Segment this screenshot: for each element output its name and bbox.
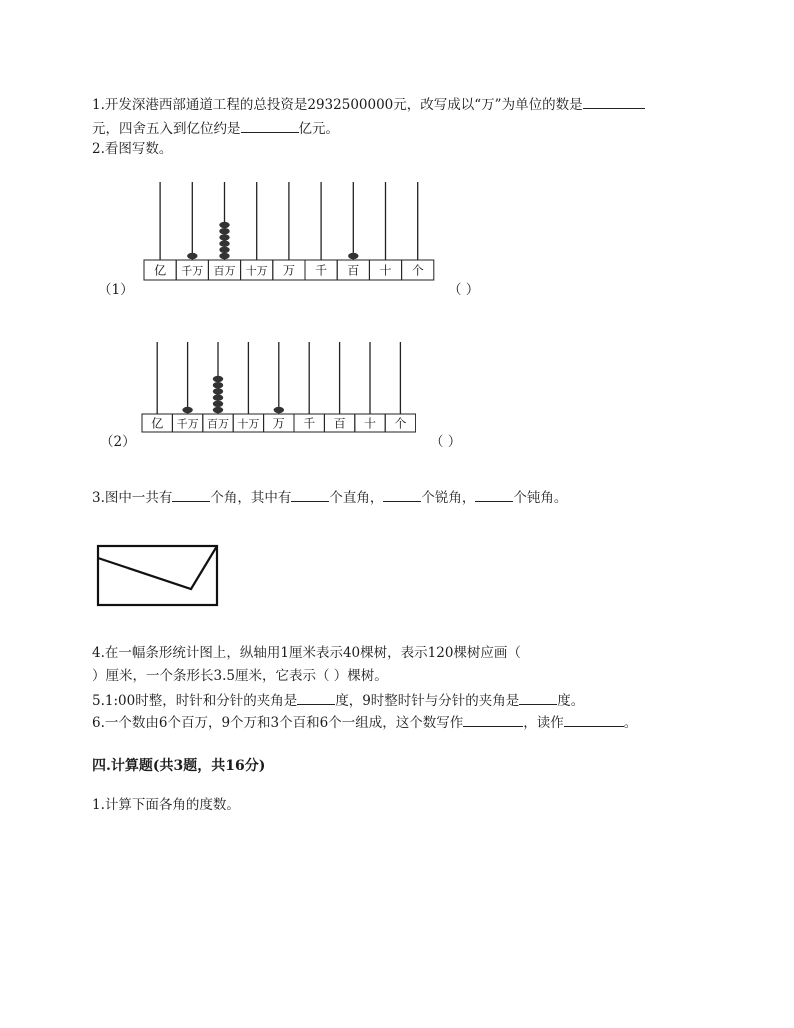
abacus-place-label: 百 [347, 263, 360, 278]
question-1-line-2 [92, 118, 339, 138]
answer-blank-3b[interactable] [291, 487, 329, 502]
abacus-bead [219, 247, 229, 253]
question-6-line [92, 712, 637, 732]
question-3-line [92, 487, 567, 507]
answer-blank-1b[interactable] [241, 118, 299, 133]
question-3-text-e: 个钝角。 [513, 490, 568, 506]
section-4-question-1: 1.计算下面各角的度数。 [92, 797, 240, 813]
abacus-bead [213, 382, 223, 388]
question-1-text-a: 1.开发深港西部通道工程的总投资是2932500000元，改写成以“万”为单位的数是 [92, 97, 583, 113]
question-5-text-a: 5.1:00时整，时针和分针的夹角是 [92, 693, 298, 709]
answer-blank-5b[interactable] [519, 690, 557, 705]
abacus-place-label: 千 [303, 416, 316, 431]
abacus-bead [348, 253, 358, 259]
abacus-place-label: 千万 [176, 417, 199, 431]
abacus-1-answer-blank[interactable]: （ ） [448, 282, 480, 298]
answer-blank-6b[interactable] [564, 712, 624, 727]
abacus-place-label: 万 [282, 263, 295, 278]
abacus-place-label: 十 [379, 263, 392, 278]
abacus-place-label: 十万 [237, 417, 260, 431]
abacus-place-label: 亿 [154, 263, 167, 278]
abacus-1-label: （1） [98, 282, 134, 298]
answer-blank-3c[interactable] [383, 487, 421, 502]
question-5-text-c: 度。 [557, 693, 585, 709]
question-3-text-a: 3.图中一共有 [92, 490, 173, 506]
question-2-title: 2.看图写数。 [92, 141, 173, 157]
question-3-text-b: 个角，其中有 [210, 490, 292, 506]
abacus-bead [213, 407, 223, 413]
abacus-bead [213, 388, 223, 394]
angle-figure [96, 544, 220, 608]
angle-figure-lines [98, 546, 217, 589]
section-4-title: 四.计算题(共3题，共16分) [92, 758, 266, 774]
answer-blank-6a[interactable] [463, 712, 523, 727]
abacus-place-label: 万 [272, 416, 285, 431]
abacus-place-label: 千 [315, 263, 328, 278]
question-1-text-c: 亿元。 [298, 121, 339, 137]
abacus-2-answer-blank[interactable]: （ ） [430, 434, 462, 450]
answer-blank-3a[interactable] [172, 487, 210, 502]
answer-blank-3d[interactable] [475, 487, 513, 502]
question-1-text-b: 元，四舍五入到亿位约是 [92, 121, 241, 137]
abacus-place-label: 十万 [245, 264, 268, 278]
abacus-place-label: 个 [394, 416, 407, 431]
abacus-2-figure [140, 340, 416, 436]
abacus-place-label: 千万 [181, 264, 204, 278]
abacus-place-label: 个 [411, 263, 424, 278]
abacus-bead [213, 394, 223, 400]
abacus-bead [219, 234, 229, 240]
answer-blank-1a[interactable] [583, 94, 645, 109]
question-6-text-c: 。 [623, 715, 638, 731]
question-6-text-b: ，读作 [523, 715, 564, 731]
abacus-place-label: 亿 [151, 416, 164, 431]
question-1-line-1 [92, 94, 645, 114]
abacus-place-label: 百万 [213, 264, 236, 278]
question-3-text-d: 个锐角， [421, 490, 476, 506]
abacus-place-label: 十 [363, 416, 377, 431]
abacus-bead [274, 407, 284, 413]
abacus-bead [213, 376, 223, 382]
abacus-bead [219, 253, 229, 259]
question-5-line [92, 690, 584, 710]
abacus-2-label: （2） [100, 434, 136, 450]
abacus-bead [213, 401, 223, 407]
abacus-1-figure [142, 180, 438, 284]
abacus-bead [182, 407, 192, 413]
question-4-line-1: 4.在一幅条形统计图上，纵轴用1厘米表示40棵树，表示120棵树应画（ [92, 645, 521, 661]
abacus-bead [219, 222, 229, 228]
abacus-bead [219, 240, 229, 246]
question-5-text-b: 度，9时整时针与分针的夹角是 [335, 693, 520, 709]
answer-blank-5a[interactable] [297, 690, 335, 705]
question-3-text-c: 个直角， [329, 490, 384, 506]
question-6-text-a: 6.一个数由6个百万，9个万和3个百和6个一组成，这个数写作 [92, 715, 464, 731]
abacus-bead [187, 253, 197, 259]
abacus-place-label: 百 [333, 416, 346, 431]
abacus-bead [219, 228, 229, 234]
question-4-line-2: ）厘米，一个条形长3.5厘米，它表示（ ）棵树。 [92, 668, 388, 684]
abacus-place-label: 百万 [207, 417, 229, 431]
